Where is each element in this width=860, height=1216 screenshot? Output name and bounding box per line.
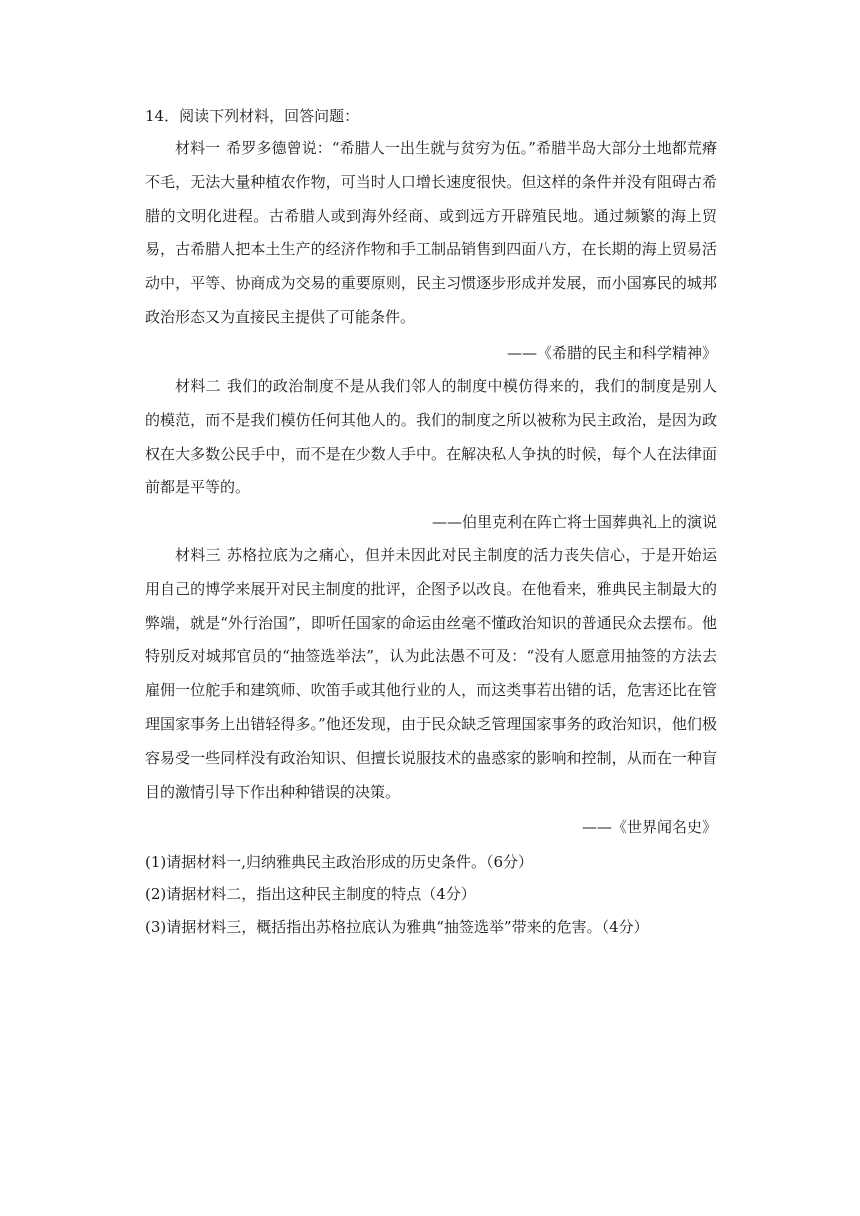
material-3-text: 苏格拉底为之痛心，但并未因此对民主制度的活力丧失信心，于是开始运用自己的博学来展开对民主制度的批评，企图予以改良。在他看来，雅典民主制最大的弊端，就是“外行治国”，即听任国家的命运由丝毫不懂政治知识的普通民众去摆布。他特别反对城邦官员的“抽签选举法”，认为此法愚不可及：“没有人愿意用抽签的方法去雇佣一位舵手和建筑师、吹笛手或其他行业的人，而这类事若出错的话，危害还比在管理国家事务上出错轻得多。”他还发现，由于民众缺乏管理国家事务的政治知识，他们极容易受一些同样没有政治知识、但擅长说服技术的蛊惑家的影响和控制，从而在一种盲目的激情引导下作出种种错误的决策。 [145, 546, 717, 801]
question-title: 14．阅读下列材料，回答问题： [145, 107, 360, 125]
material-2-paragraph [145, 370, 717, 505]
material-2-source: ——伯里克利在阵亡将士国葬典礼上的演说 [431, 513, 717, 531]
material-3-paragraph [145, 539, 717, 809]
material-1-paragraph [145, 132, 717, 335]
sub-question-3: (3)请据材料三，概括指出苏格拉底认为雅典“抽签选举”带来的危害。（4分） [145, 918, 649, 936]
material-2-text: 我们的政治制度不是从我们邻人的制度中模仿得来的，我们的制度是别人的模范，而不是我们模仿任何其他人的。我们的制度之所以被称为民主政治，是因为政权在大多数公民手中，而不是在少数人手中。在解决私人争执的时候，每个人在法律面前都是平等的。 [145, 377, 717, 497]
sub-question-2: (2)请据材料二，指出这种民主制度的特点（4分） [145, 885, 476, 903]
material-2-label: 材料二 [175, 377, 221, 395]
material-1-label: 材料一 [175, 139, 221, 157]
material-3-source: ——《世界闻名史》 [581, 818, 717, 836]
material-1-text: 希罗多德曾说：“希腊人一出生就与贫穷为伍。”希腊半岛大部分土地都荒瘠不毛，无法大量种植农作物，可当时人口增长速度很快。但这样的条件并没有阻碍古希腊的文明化进程。古希腊人或到海外经商、或到远方开辟殖民地。通过频繁的海上贸易，古希腊人把本土生产的经济作物和手工制品销售到四面八方，在长期的海上贸易活动中，平等、协商成为交易的重要原则，民主习惯逐步形成并发展，而小国寡民的城邦政治形态又为直接民主提供了可能条件。 [145, 139, 717, 326]
material-3-label: 材料三 [175, 546, 221, 564]
material-1-source: ——《希腊的民主和科学精神》 [506, 344, 717, 362]
sub-question-1: (1)请据材料一,归纳雅典民主政治形成的历史条件。（6分） [145, 853, 534, 871]
